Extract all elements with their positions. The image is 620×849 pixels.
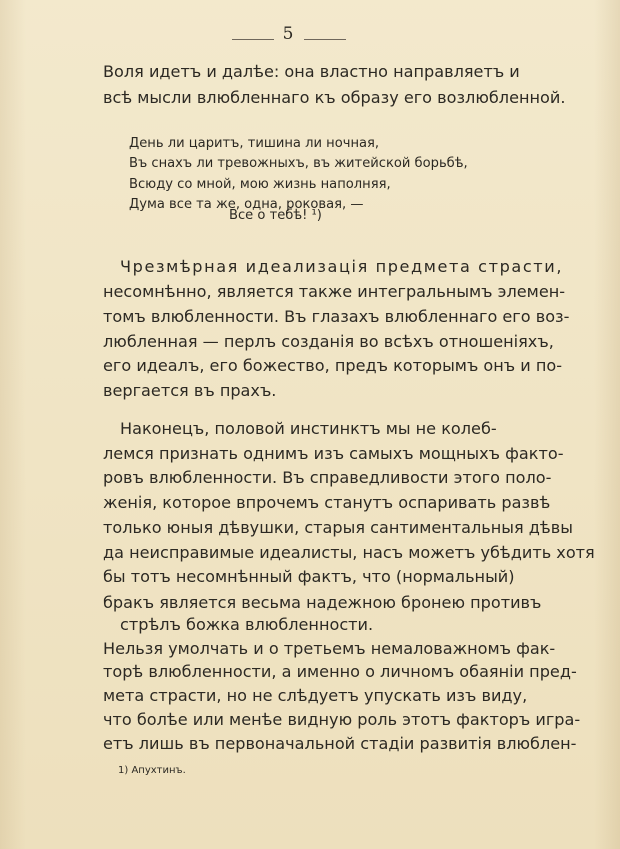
- paragraph-2-line-9: стрѣлъ божка влюбленности.: [120, 615, 374, 634]
- verse-line-2: Въ снахъ ли тревожныхъ, въ житейской борьбѣ,: [129, 156, 468, 171]
- paragraph-2-line-7: бы тотъ несомнѣнный фактъ, что (нормальный): [103, 567, 515, 586]
- intro-line-1: Воля идетъ и далѣе: она властно направляетъ и: [103, 62, 520, 81]
- footnote: 1) Апухтинъ.: [118, 765, 186, 776]
- paragraph-2-line-3: ровъ влюбленности. Въ справедливости этого поло-: [103, 468, 552, 487]
- verse-line-1: День ли царитъ, тишина ли ночная,: [129, 136, 380, 151]
- paragraph-3-line-4: что болѣе или менѣе видную роль этотъ факторъ игра-: [103, 710, 581, 729]
- paragraph-1-line-3: томъ влюбленности. Въ глазахъ влюбленнаго его воз-: [103, 307, 570, 326]
- paragraph-2-line-5: только юныя дѣвушки, старыя сантиментальныя дѣвы: [103, 518, 573, 537]
- paragraph-1-line-2: несомнѣнно, является также интегральнымъ элемен-: [103, 282, 566, 301]
- paragraph-2-line-6: да неисправимые идеалисты, насъ можетъ убѣдить хотя: [103, 543, 595, 562]
- verse-line-5: Все о тебѣ! ¹): [229, 208, 322, 223]
- paragraph-2-line-8: бракъ является весьма надежною бронею противъ: [103, 593, 542, 612]
- paragraph-2-line-2: лемся признать однимъ изъ самыхъ мощныхъ факто-: [103, 444, 564, 463]
- paragraph-3-line-1: Нельзя умолчать и о третьемъ немаловажномъ фак-: [103, 639, 556, 658]
- paragraph-1-line-1: Чрезмѣрная идеализація предмета страсти,: [120, 257, 564, 276]
- paragraph-3-line-2: торѣ влюбленности, а именно о личномъ обаяніи пред-: [103, 662, 577, 681]
- paragraph-3-line-3: мета страсти, но не слѣдуетъ упускать изъ виду,: [103, 686, 528, 705]
- paragraph-2-line-4: женія, которое впрочемъ станутъ оспаривать развѣ: [103, 493, 551, 512]
- page-number: 5: [282, 24, 294, 44]
- paragraph-1-line-5: его идеалъ, его божество, предъ которымъ онъ и по-: [103, 356, 563, 375]
- paragraph-2-line-1: Наконецъ, половой инстинктъ мы не колеб-: [120, 419, 497, 438]
- paragraph-1-line-6: вергается въ прахъ.: [103, 381, 277, 400]
- verse-line-4: Дума все та же, одна, роковая, —: [129, 197, 364, 212]
- intro-line-2: всѣ мысли влюбленнаго къ образу его возлюбленной.: [103, 88, 566, 107]
- verse-line-3: Всюду со мной, мою жизнь наполняя,: [129, 177, 391, 192]
- paragraph-3-line-5: етъ лишь въ первоначальной стадіи развитія влюблен-: [103, 734, 577, 753]
- paragraph-1-line-4: любленная — перлъ созданія во всѣхъ отношеніяхъ,: [103, 332, 554, 351]
